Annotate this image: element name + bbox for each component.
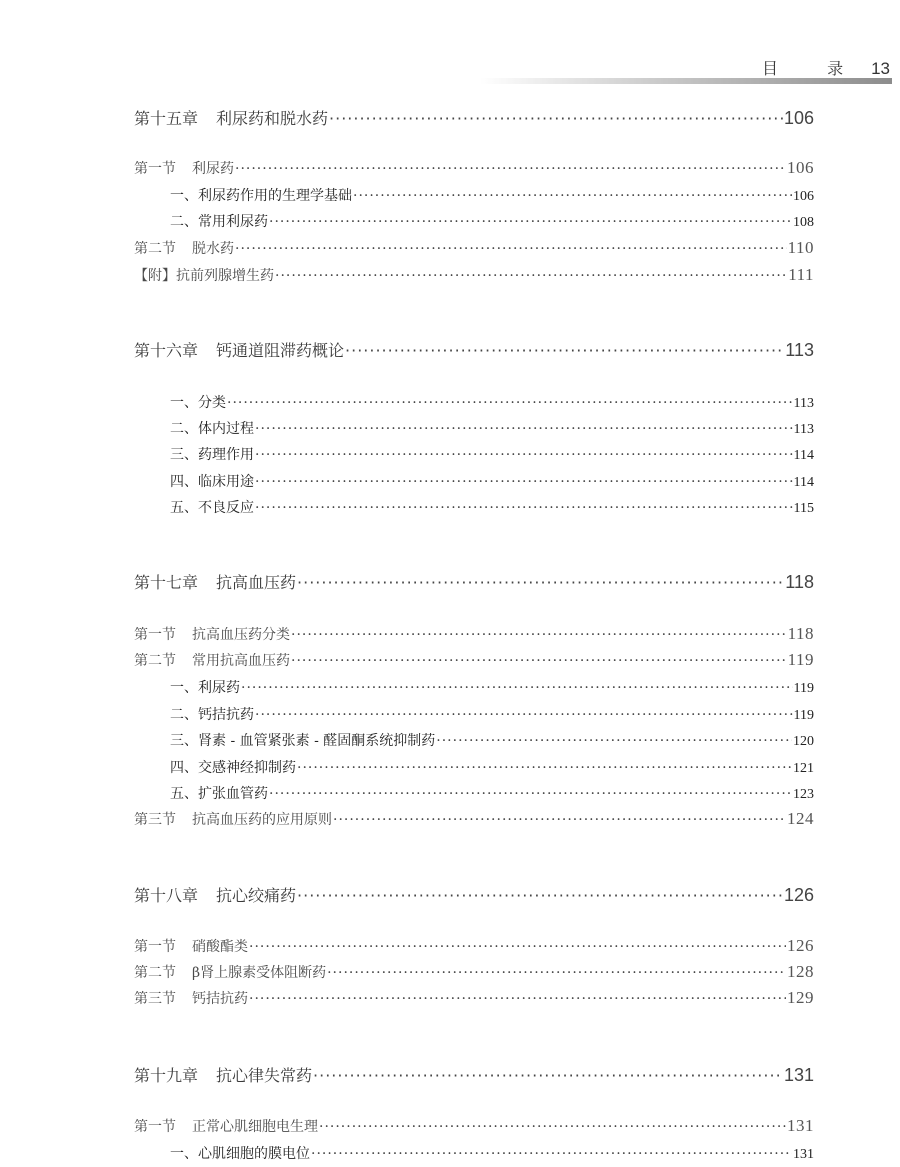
toc-item-row[interactable] [170, 445, 814, 465]
toc-entry-label [170, 1144, 310, 1164]
toc-page-number: 126 [787, 936, 814, 955]
toc-page-number: 131 [783, 1065, 814, 1085]
toc-entry-title: 正常心肌细胞电生理 [192, 1119, 318, 1135]
toc-entry-label [170, 731, 435, 751]
page-number: 13 [871, 59, 890, 78]
toc-page-number: 115 [793, 501, 814, 516]
toc-entry-title: 钙通道阻滞药概论 [216, 341, 345, 360]
toc-entry-title: 二、体内过程 [170, 421, 254, 437]
toc-page-number: 123 [793, 787, 814, 802]
toc-entry-label [134, 809, 332, 830]
section-number: 第二节 [134, 241, 176, 257]
toc-entry-label [170, 758, 296, 778]
toc-entry-title: 钙拮抗药 [192, 991, 248, 1007]
toc-entry-title: 硝酸酯类 [192, 939, 248, 955]
toc-page-number: 114 [793, 448, 814, 463]
toc-entry-label [134, 571, 296, 594]
toc-entry-label [134, 884, 296, 907]
toc-entry-title: 一、分类 [170, 395, 226, 411]
toc-section-row[interactable] [134, 961, 814, 983]
toc-entry-title: 【附】抗前列腺增生药 [134, 268, 274, 284]
toc-page-number: 111 [788, 265, 814, 284]
dot-leader [333, 809, 786, 830]
dot-leader [345, 339, 784, 362]
toc-entry-title: 利尿药和脱水药 [216, 109, 329, 128]
toc-entry-title: 一、利尿药作用的生理学基础 [170, 188, 352, 204]
toc-chapter-row[interactable] [134, 570, 814, 594]
toc-chapter-row[interactable] [134, 883, 814, 907]
section-number: 第二节 [134, 653, 176, 669]
dot-leader [241, 678, 793, 698]
toc-page-number: 106 [783, 108, 814, 128]
toc-item-row[interactable] [170, 472, 814, 492]
dot-leader [249, 988, 786, 1009]
toc-page-number: 131 [793, 1147, 814, 1162]
dot-leader [275, 265, 787, 286]
dot-leader [297, 758, 792, 778]
toc-entry-label [134, 238, 234, 259]
toc-page-number: 114 [793, 475, 814, 490]
toc-page-number: 113 [793, 422, 814, 437]
dot-leader [255, 472, 793, 492]
chapter-number: 第十九章 [134, 1066, 199, 1085]
toc-entry-label [134, 962, 326, 983]
toc-page-number: 124 [787, 809, 814, 828]
dot-leader [329, 107, 783, 130]
toc-entry-title: 抗高血压药 [216, 573, 297, 592]
toc-entry-label [170, 678, 240, 698]
toc-page-number: 113 [793, 396, 814, 411]
toc-page-number: 108 [793, 215, 814, 230]
dot-leader [436, 731, 792, 751]
toc-section-row[interactable] [134, 623, 814, 645]
toc-entry-label [134, 988, 248, 1009]
toc-entry-label [170, 705, 254, 725]
chapter-number: 第十七章 [134, 573, 199, 592]
section-number: 第一节 [134, 1119, 176, 1135]
dot-leader [269, 784, 792, 804]
section-number: 第一节 [134, 627, 176, 643]
chapter-number: 第十八章 [134, 886, 199, 905]
toc-item-row[interactable] [170, 498, 814, 518]
toc-item-row[interactable] [170, 212, 814, 232]
dot-leader [249, 936, 786, 957]
toc-item-row[interactable] [170, 784, 814, 804]
section-number: 第二节 [134, 965, 176, 981]
toc-entry-title: 四、交感神经抑制药 [170, 760, 296, 776]
dot-leader [313, 1064, 783, 1087]
toc-section-row[interactable] [134, 808, 814, 830]
toc-page-number: 128 [787, 962, 814, 981]
toc-chapter-row[interactable] [134, 338, 814, 362]
toc-page-number: 118 [785, 572, 814, 592]
dot-leader [327, 962, 786, 983]
section-number: 第一节 [134, 939, 176, 955]
toc-entry-label [170, 784, 268, 804]
toc-entry-title: 三、肾素 - 血管紧张素 - 醛固酮系统抑制药 [170, 733, 436, 749]
toc-entry-label [134, 1064, 312, 1087]
toc-entry-title: 脱水药 [192, 241, 234, 257]
toc-entry-title: 利尿药 [192, 161, 234, 177]
toc-entry-label [134, 265, 274, 286]
toc-section-row[interactable] [134, 264, 814, 286]
toc-section-row[interactable] [134, 649, 814, 671]
toc-page-number: 106 [787, 158, 814, 177]
toc-item-row[interactable] [170, 678, 814, 698]
toc-page-number: 119 [793, 708, 814, 723]
toc-entry-title: 五、不良反应 [170, 500, 254, 516]
toc-entry-label [134, 107, 328, 130]
dot-leader [255, 705, 793, 725]
toc-item-row[interactable] [170, 758, 814, 778]
toc-page-number: 106 [793, 189, 814, 204]
toc-entry-label [170, 419, 254, 439]
toc-entry-title: 抗高血压药分类 [192, 627, 290, 643]
dot-leader [291, 624, 787, 645]
toc-page-number: 120 [793, 734, 814, 749]
dot-leader [255, 419, 793, 439]
dot-leader [297, 884, 783, 907]
toc-entry-title: 三、药理作用 [170, 447, 254, 463]
dot-leader [269, 212, 792, 232]
dot-leader [319, 1116, 786, 1137]
dot-leader [311, 1144, 792, 1164]
toc-entry-title: β肾上腺素受体阻断药 [192, 965, 327, 981]
toc-entry-label [134, 158, 234, 179]
toc-item-row[interactable] [170, 705, 814, 725]
dot-leader [291, 650, 787, 671]
dot-leader [255, 498, 793, 518]
toc-entry-label [134, 624, 290, 645]
toc-entry-label [170, 212, 268, 232]
toc-page-number: 110 [787, 238, 814, 257]
toc-entry-title: 抗心律失常药 [216, 1066, 313, 1085]
toc-item-row[interactable] [170, 393, 814, 413]
toc-page-number: 126 [783, 885, 814, 905]
toc-entry-label [170, 186, 352, 206]
toc-entry-title: 抗高血压药的应用原则 [192, 812, 332, 828]
toc-section-row[interactable] [134, 157, 814, 179]
toc-section-row[interactable] [134, 935, 814, 957]
toc-entry-label [134, 650, 290, 671]
dot-leader [227, 393, 793, 413]
toc-section-row[interactable] [134, 237, 814, 259]
toc-entry-label [170, 498, 254, 518]
toc-page-number: 131 [787, 1116, 814, 1135]
toc-entry-title: 五、扩张血管药 [170, 786, 268, 802]
toc-entry-title: 四、临床用途 [170, 474, 254, 490]
toc-page-number: 118 [787, 624, 814, 643]
toc-item-row[interactable] [170, 419, 814, 439]
header-rule [480, 78, 892, 84]
page-header [0, 0, 900, 90]
toc-entry-title: 二、常用利尿药 [170, 214, 268, 230]
dot-leader [297, 571, 784, 594]
toc-entry-title: 一、心肌细胞的膜电位 [170, 1146, 310, 1162]
chapter-number: 第十五章 [134, 109, 199, 128]
toc-chapter-row[interactable] [134, 106, 814, 130]
dot-leader [235, 238, 787, 259]
toc-entry-title: 常用抗高血压药 [192, 653, 290, 669]
toc-item-row[interactable] [170, 186, 814, 206]
toc-entry-label [134, 1116, 318, 1137]
dot-leader [353, 186, 792, 206]
toc-entry-label [170, 445, 254, 465]
toc-entry-label [170, 472, 254, 492]
toc-chapter-row[interactable] [134, 1063, 814, 1087]
chapter-number: 第十六章 [134, 341, 199, 360]
running-head [762, 56, 890, 79]
toc-item-row[interactable] [170, 1144, 814, 1164]
toc-page-number: 119 [787, 650, 814, 669]
toc-page-number: 121 [793, 761, 814, 776]
toc-page-number: 113 [785, 340, 814, 360]
toc-section-row[interactable] [134, 987, 814, 1009]
section-number: 第一节 [134, 161, 176, 177]
toc-item-row[interactable] [170, 731, 814, 751]
toc-entry-title: 抗心绞痛药 [216, 886, 297, 905]
dot-leader [235, 158, 786, 179]
section-number: 第三节 [134, 991, 176, 1007]
toc-entry-label [134, 339, 344, 362]
running-head-title: 目 录 [761, 59, 866, 78]
toc-entry-title: 二、钙拮抗药 [170, 707, 254, 723]
toc-section-row[interactable] [134, 1115, 814, 1137]
toc-page-number: 119 [793, 681, 814, 696]
toc-page-number: 129 [787, 988, 814, 1007]
section-number: 第三节 [134, 812, 176, 828]
toc-entry-label [134, 936, 248, 957]
toc-entry-title: 一、利尿药 [170, 680, 240, 696]
toc-entry-label [170, 393, 226, 413]
dot-leader [255, 445, 793, 465]
